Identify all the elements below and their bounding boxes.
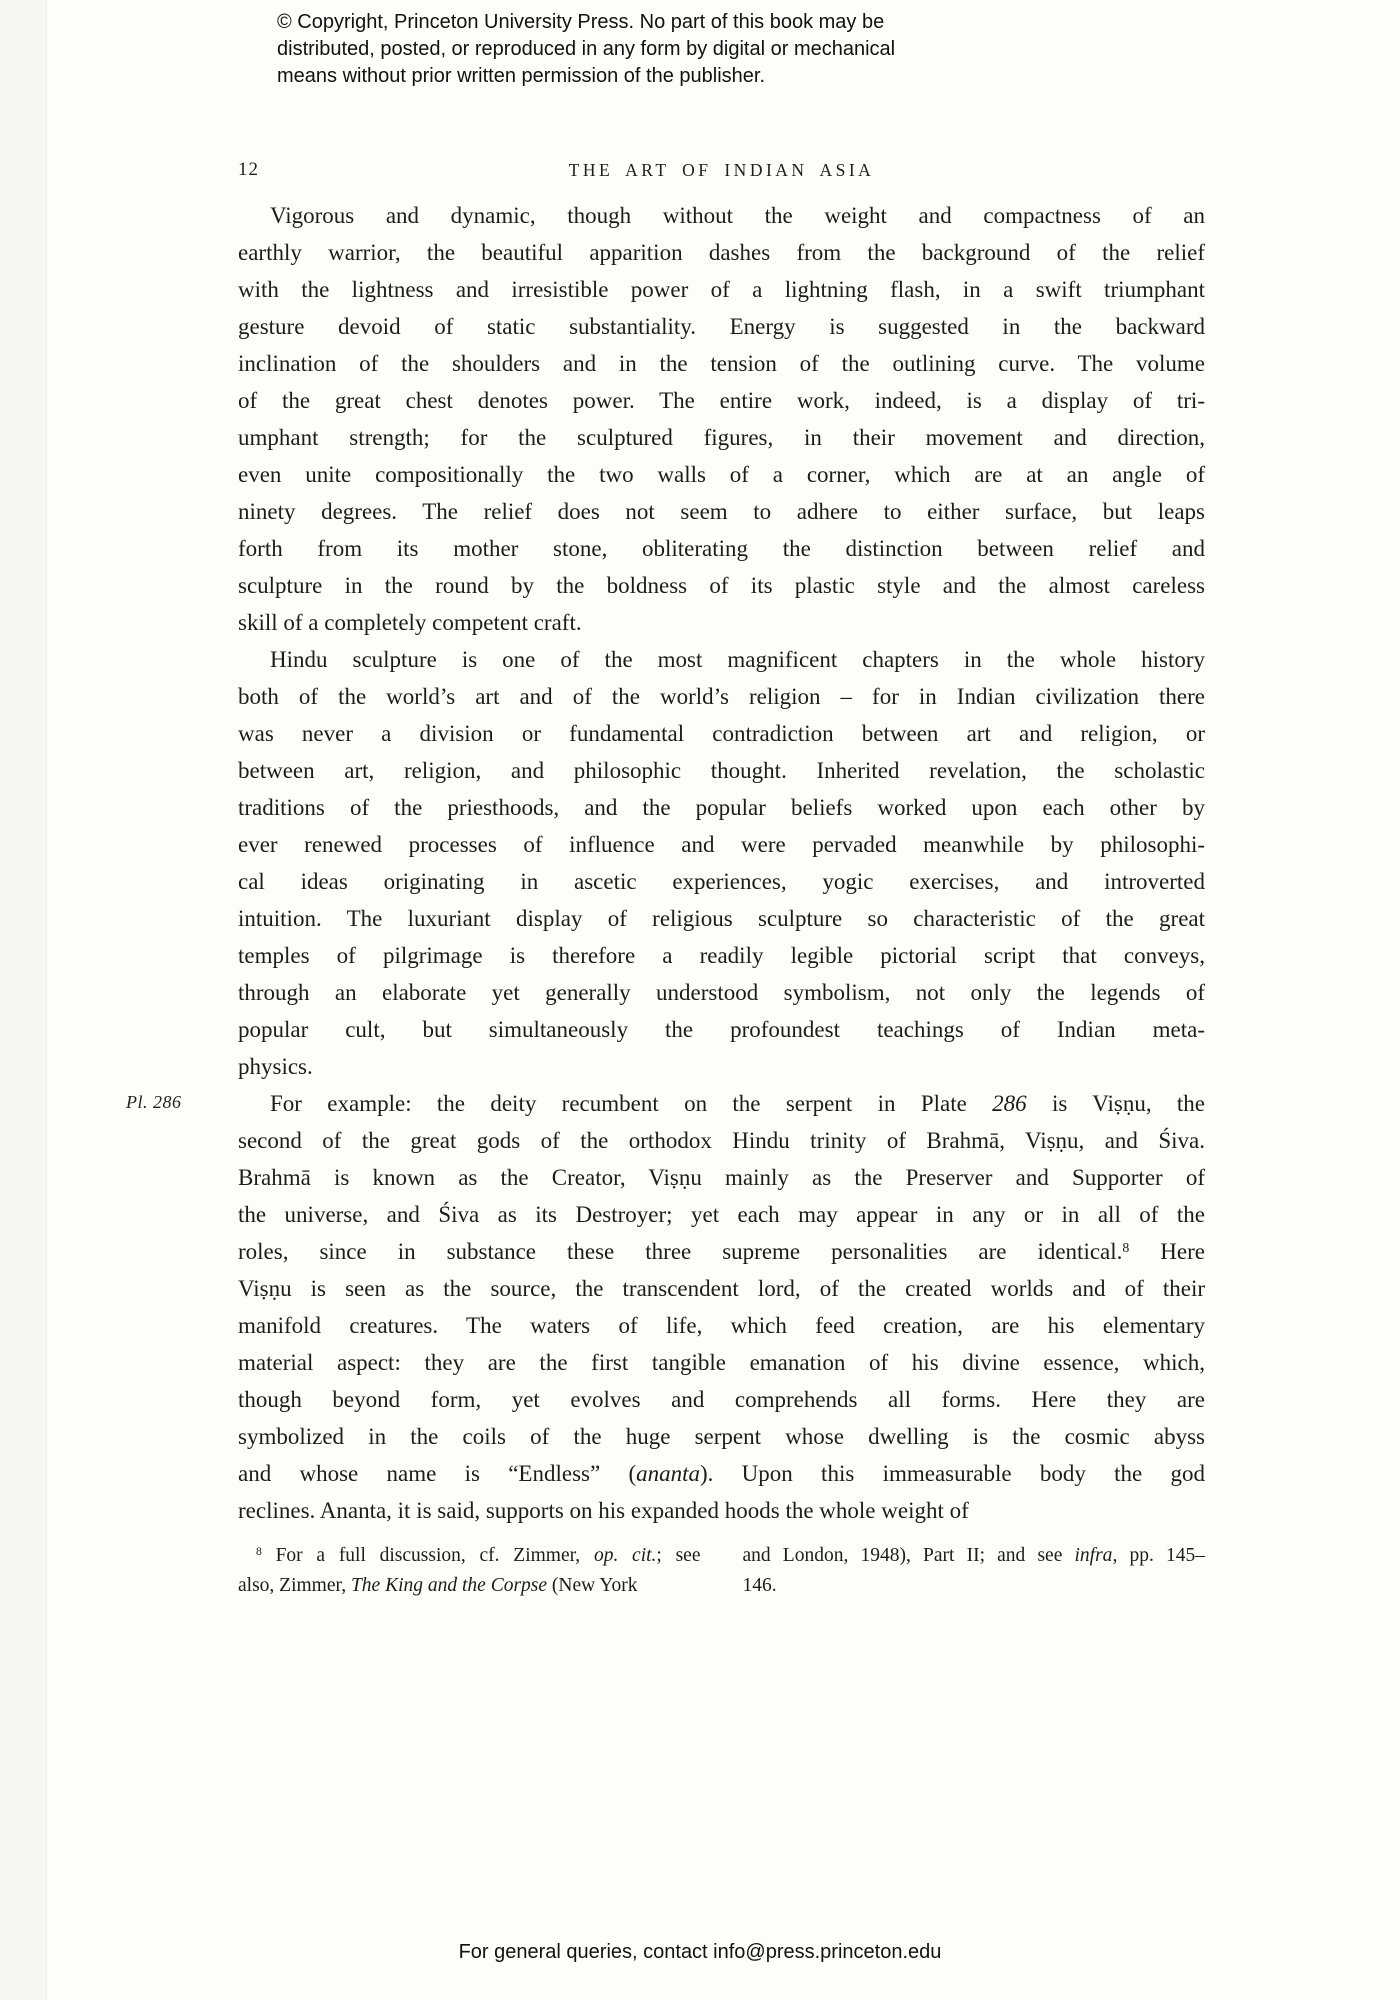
running-title: THE ART OF INDIAN ASIA [568,160,875,180]
text-line: between art, religion, and philosophic thought. Inherited revelation, the scholastic [238,758,1205,783]
copyright-line: © Copyright, Princeton University Press. No part of this book may be [277,11,885,33]
text-line: forth from its mother stone, obliterating the distinction between relief and [238,536,1205,561]
text-line: Hindu sculpture is one of the most magnificent chapters in the whole history [270,647,1205,672]
text-line: $^8$ For a full discussion, cf. Zimmer, op. cit.; see [256,1545,701,1566]
margin-note: Pl. 286 [126,1092,182,1112]
text-line: sculpture in the round by the boldness of its plastic style and the almost careless [238,573,1205,598]
text-line: also, Zimmer, The King and the Corpse (New York [238,1575,638,1596]
paragraph [126,1085,1206,1529]
text-line: roles, since in substance these three supreme personalities are identical.$^8$ Here [238,1239,1205,1264]
text-line: Viṣṇu is seen as the source, the transcendent lord, of the created worlds and of their [238,1276,1205,1301]
text-line: second of the great gods of the orthodox Hindu trinity of Brahmā, Viṣṇu, and Śiva. [238,1128,1205,1153]
text-line: though beyond form, yet evolves and comprehends all forms. Here they are [238,1387,1205,1412]
page-header [238,156,1205,186]
page-footer [0,1938,1400,1966]
text-line: temples of pilgrimage is therefore a readily legible pictorial script that conveys, [238,943,1205,968]
footnote [238,1541,1205,1601]
paragraph [238,197,1205,641]
text-line: ever renewed processes of influence and were pervaded meanwhile by philosophi- [238,832,1205,857]
text-line: symbolized in the coils of the huge serpent whose dwelling is the cosmic abyss [238,1424,1205,1449]
text-line: of the great chest denotes power. The entire work, indeed, is a display of tri- [238,388,1205,413]
text-line: cal ideas originating in ascetic experiences, yogic exercises, and introverted [238,869,1205,894]
copyright-notice [277,9,895,90]
text-line: skill of a completely competent craft. [238,610,582,635]
text-line: manifold creatures. The waters of life, which feed creation, are his elementary [238,1313,1205,1338]
copyright-line: means without prior written permission of the publisher. [277,65,766,87]
text-line: and whose name is “Endless” (ananta). Upon this immeasurable body the god [238,1461,1205,1486]
text-line: with the lightness and irresistible power of a lightning flash, in a swift triumphant [238,277,1205,302]
page-number: 12 [238,159,259,180]
contact-text: For general queries, contact info@press.princeton.edu [458,1941,942,1963]
footnote-column-right [743,1541,1206,1601]
text-line: Vigorous and dynamic, though without the weight and compactness of an [270,203,1205,228]
body-text [126,197,1206,1529]
text-line: inclination of the shoulders and in the tension of the outlining curve. The volume [238,351,1205,376]
scan-edge [0,0,47,2000]
text-line: intuition. The luxuriant display of religious sculpture so characteristic of the great [238,906,1205,931]
text-line: umphant strength; for the sculptured figures, in their movement and direction, [238,425,1205,450]
text-line: material aspect: they are the first tangible emanation of his divine essence, which, [238,1350,1205,1375]
text-line: earthly warrior, the beautiful apparition dashes from the background of the relief [238,240,1205,265]
text-line: Brahmā is known as the Creator, Viṣṇu mainly as the Preserver and Supporter of [238,1165,1205,1190]
text-line: and London, 1948), Part II; and see infra, pp. 145– [742,1545,1205,1566]
text-line: reclines. Ananta, it is said, supports on his expanded hoods the whole weight of [238,1498,969,1523]
text-line: through an elaborate yet generally understood symbolism, not only the legends of [238,980,1205,1005]
text-line: For example: the deity recumbent on the serpent in Plate 286 is Viṣṇu, the [270,1091,1206,1116]
paragraph [238,641,1205,1085]
text-line: 146. [742,1575,777,1596]
text-line: physics. [238,1054,313,1079]
footnote-column-left [238,1541,701,1601]
text-line: traditions of the priesthoods, and the popular beliefs worked upon each other by [238,795,1205,820]
text-line: the universe, and Śiva as its Destroyer; yet each may appear in any or in all of the [238,1202,1205,1227]
text-line: both of the world’s art and of the world’s religion – for in Indian civilization there [238,684,1205,709]
text-line: ninety degrees. The relief does not seem to adhere to either surface, but leaps [238,499,1205,524]
copyright-line: distributed, posted, or reproduced in any form by digital or mechanical [277,38,896,60]
text-line: gesture devoid of static substantiality. Energy is suggested in the backward [238,314,1205,339]
text-line: was never a division or fundamental contradiction between art and religion, or [238,721,1205,746]
text-line: popular cult, but simultaneously the profoundest teachings of Indian meta- [238,1017,1205,1042]
text-line: even unite compositionally the two walls of a corner, which are at an angle of [238,462,1205,487]
